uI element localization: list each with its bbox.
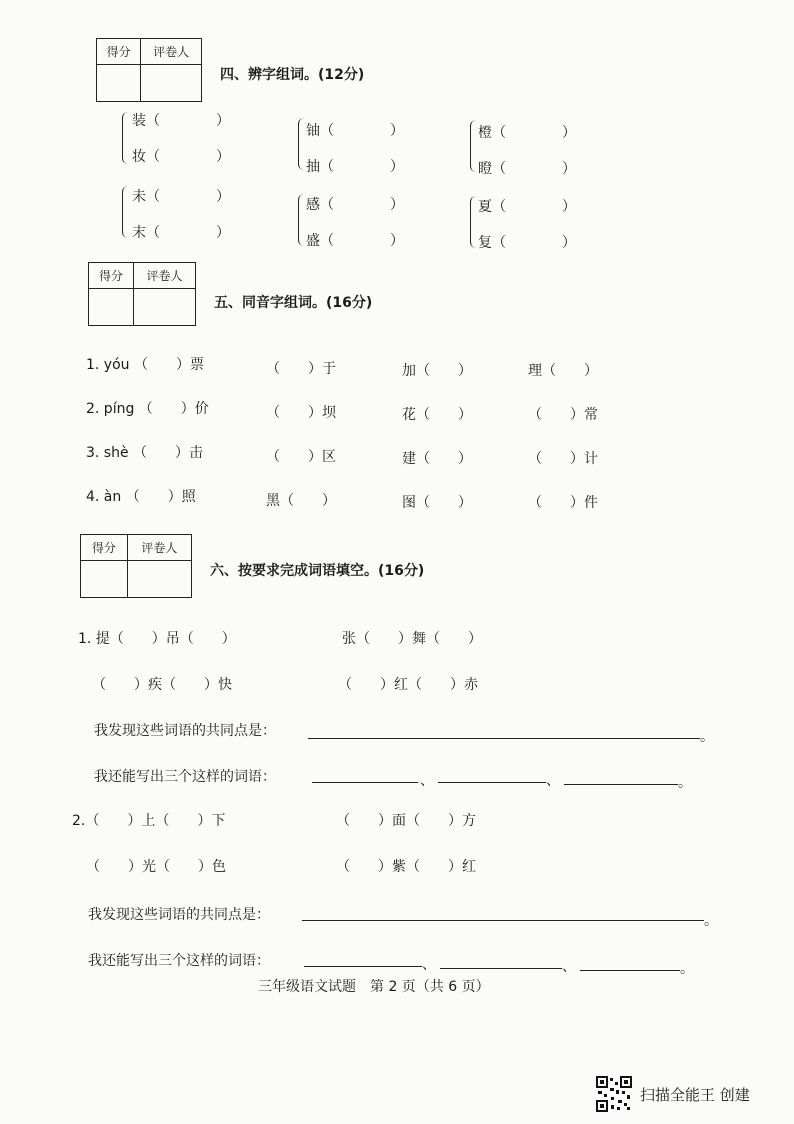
char-pair-b: 复（ ） (478, 235, 576, 251)
score-box-sec5 (88, 262, 196, 326)
q1-found-label: 我发现这些词语的共同点是： (94, 723, 276, 739)
char-pair-a: 橙（ ） (478, 125, 576, 141)
homophone-item: （ ）于 (266, 361, 336, 377)
q1-row1-left: 1. 提（ ）吊（ ） (78, 631, 236, 647)
q2-row2-left: （ ）光（ ）色 (86, 859, 226, 875)
score-box-sec6 (80, 534, 192, 598)
char-pair-a: 装（ ） (132, 113, 230, 129)
brace (122, 112, 131, 164)
q2-word-line-2[interactable] (440, 968, 562, 969)
char-pair-b: 妆（ ） (132, 149, 230, 165)
q1-row2-right: （ ）红（ ）赤 (338, 677, 478, 693)
score-label: 得分 (97, 39, 141, 65)
score-label: 得分 (89, 263, 134, 289)
period: 。 (678, 775, 692, 791)
homophone-item: （ ）常 (528, 407, 598, 423)
homophone-item: （ ）区 (266, 449, 336, 465)
char-pair-a: 感（ ） (306, 197, 404, 213)
section-4-title: 四、辨字组词。(12分) (220, 67, 365, 83)
grader-cell[interactable] (134, 289, 195, 325)
period: 。 (680, 961, 694, 977)
grader-cell[interactable] (128, 561, 191, 597)
char-pair-b: 抽（ ） (306, 159, 404, 175)
homophone-item: 1. yóu （ ）票 (86, 357, 204, 373)
q2-row1-left: 2.（ ）上（ ）下 (72, 813, 226, 829)
q2-row1-right: （ ）面（ ）方 (336, 813, 476, 829)
q1-write-label: 我还能写出三个这样的词语： (94, 769, 276, 785)
q2-word-line-3[interactable] (580, 970, 680, 971)
period: 。 (700, 729, 714, 745)
comma: 、 (562, 959, 576, 975)
watermark-text: 扫描全能王 创建 (640, 1086, 750, 1104)
homophone-item: 建（ ） (402, 451, 472, 467)
q1-row2-left: （ ）疾（ ）快 (92, 677, 232, 693)
char-pair-a: 铀（ ） (306, 123, 404, 139)
homophone-item: 加（ ） (402, 363, 472, 379)
q1-row1-right: 张（ ）舞（ ） (342, 631, 482, 647)
q2-word-line-1[interactable] (304, 966, 422, 967)
grader-label: 评卷人 (141, 39, 201, 65)
score-label: 得分 (81, 535, 128, 561)
char-pair-b: 瞪（ ） (478, 161, 576, 177)
page-footer: 三年级语文试题 第 2 页（共 6 页） (258, 979, 490, 995)
homophone-item: 2. píng （ ）价 (86, 401, 209, 417)
score-cell[interactable] (81, 561, 128, 597)
section-5-title: 五、同音字组词。(16分) (214, 295, 373, 311)
homophone-item: 3. shè （ ）击 (86, 445, 204, 461)
comma: 、 (420, 773, 434, 789)
char-pair-a: 夏（ ） (478, 199, 576, 215)
qr-code-icon (596, 1076, 632, 1112)
score-box-sec4 (96, 38, 202, 102)
q1-word-line-1[interactable] (312, 782, 418, 783)
score-cell[interactable] (97, 65, 141, 101)
char-pair-a: 未（ ） (132, 189, 230, 205)
homophone-item: 理（ ） (528, 363, 598, 379)
homophone-item: 黑（ ） (266, 493, 336, 509)
grader-label: 评卷人 (128, 535, 191, 561)
q2-found-label: 我发现这些词语的共同点是： (88, 907, 270, 923)
q1-word-line-2[interactable] (438, 782, 546, 783)
brace (122, 186, 131, 238)
section-6-title: 六、按要求完成词语填空。(16分) (210, 563, 425, 579)
char-pair-b: 末（ ） (132, 225, 230, 241)
q1-found-answer-line[interactable] (308, 738, 700, 739)
q2-row2-right: （ ）紫（ ）红 (336, 859, 476, 875)
q2-write-label: 我还能写出三个这样的词语： (88, 953, 270, 969)
q1-word-line-3[interactable] (564, 784, 678, 785)
grader-cell[interactable] (141, 65, 201, 101)
comma: 、 (422, 957, 436, 973)
comma: 、 (546, 773, 560, 789)
grader-label: 评卷人 (134, 263, 195, 289)
char-pair-b: 盛（ ） (306, 233, 404, 249)
homophone-item: 图（ ） (402, 495, 472, 511)
period: 。 (704, 913, 718, 929)
score-cell[interactable] (89, 289, 134, 325)
q2-found-answer-line[interactable] (302, 920, 704, 921)
homophone-item: （ ）计 (528, 451, 598, 467)
homophone-item: （ ）件 (528, 495, 598, 511)
homophone-item: （ ）坝 (266, 405, 336, 421)
homophone-item: 花（ ） (402, 407, 472, 423)
homophone-item: 4. àn （ ）照 (86, 489, 196, 505)
